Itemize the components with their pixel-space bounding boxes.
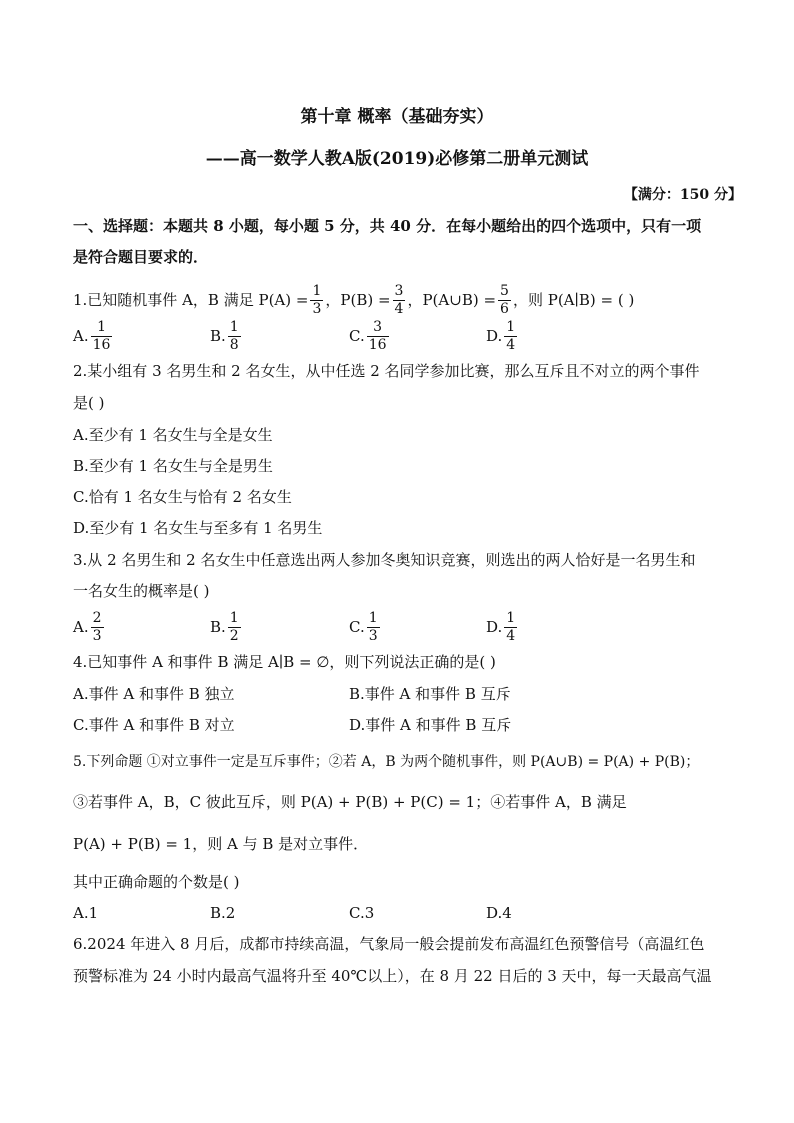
q3-option-b-num: 1: [229, 609, 239, 626]
question-6-line2: 预警标准为 24 小时内最高气温将升至 40℃以上），在 8 月 22 日后的 3 天中，每一天最高气温: [73, 967, 712, 985]
q3-option-c-num: 1: [368, 609, 378, 626]
q1-option-d-den: 4: [506, 336, 516, 353]
q3-option-a-num: 2: [92, 609, 102, 626]
q1-option-d-num: 1: [506, 318, 516, 335]
question-3-options: [73, 606, 733, 648]
q3-option-b[interactable]: [210, 606, 243, 648]
q1-option-a-num: 1: [97, 318, 106, 335]
q3-option-a-label: A.: [73, 618, 89, 636]
q1-option-c-fraction: [367, 319, 389, 354]
q2-option-b[interactable]: B.至少有 1 名女生与全是男生: [73, 457, 273, 475]
q1-option-a[interactable]: [73, 315, 114, 357]
question-4-stem: 4.已知事件 A 和事件 B 满足 A∣B = ∅，则下列说法正确的是( ): [73, 653, 496, 671]
question-5-line3: P(A) + P(B) = 1，则 A 与 B 是对立事件．: [73, 835, 369, 853]
question-6-line1: 6.2024 年进入 8 月后，成都市持续高温，气象局一般会提前发布高温红色预警信号（高温红色: [73, 935, 705, 953]
q1-option-d[interactable]: [486, 315, 519, 357]
question-5-line4: 其中正确命题的个数是( ): [73, 873, 240, 891]
q1-pa-num: 1: [312, 282, 322, 299]
q3-option-a-fraction: [91, 610, 104, 645]
question-1-options: [73, 315, 733, 357]
q3-option-d[interactable]: [486, 606, 519, 648]
document-subtitle: ——高一数学人教A版(2019)必修第二册单元测试: [205, 149, 589, 169]
q3-option-c-label: C.: [349, 618, 365, 636]
question-2-line2: 是( ): [73, 394, 105, 412]
q5-option-b[interactable]: B.2: [210, 904, 236, 922]
q1-pb-fraction: [393, 283, 406, 318]
q4-option-c[interactable]: C.事件 A 和事件 B 对立: [73, 716, 235, 734]
q1-prefix: 1.已知随机事件 A，B 满足 P(A) =: [73, 291, 309, 309]
q1-suffix: ，则 P(A∣B) = ( ): [512, 291, 635, 309]
q1-option-d-label: D.: [486, 327, 503, 345]
q1-option-c-den: 16: [368, 336, 387, 353]
q1-mid1: ，P(B) =: [325, 291, 391, 309]
q3-option-a[interactable]: [73, 606, 106, 648]
q3-option-b-fraction: [228, 610, 241, 645]
q1-pb-den: 4: [394, 300, 404, 317]
q1-option-b[interactable]: [210, 315, 243, 357]
q1-option-a-label: A.: [73, 327, 89, 345]
section-heading-line2: 是符合题目要求的．: [73, 248, 209, 266]
q3-option-d-fraction: [504, 610, 517, 645]
q3-option-d-den: 4: [506, 627, 516, 644]
q1-option-d-fraction: [504, 319, 517, 354]
q1-pa-den: 3: [312, 300, 322, 317]
q1-option-a-den: 16: [92, 336, 111, 353]
q2-option-d[interactable]: D.至少有 1 名女生与至多有 1 名男生: [73, 519, 323, 537]
question-5-line1: 5.下列命题 ①对立事件一定是互斥事件；②若 A，B 为两个随机事件，则 P(A∪B) = P(A) + P(B)；: [73, 754, 700, 770]
question-5-options: [73, 903, 733, 923]
q3-option-b-label: B.: [210, 618, 226, 636]
q1-pa-fraction: [310, 283, 323, 318]
q4-option-a[interactable]: A.事件 A 和事件 B 独立: [73, 685, 235, 703]
q1-pu-num: 5: [500, 282, 509, 299]
q3-option-d-num: 1: [506, 609, 516, 626]
question-4-options-row1: [73, 684, 733, 704]
document-title: 第十章 概率（基础夯实）: [300, 107, 494, 127]
q1-option-b-label: B.: [210, 327, 226, 345]
q3-option-b-den: 2: [229, 627, 239, 644]
q3-option-c-fraction: [367, 610, 380, 645]
q1-option-c-num: 3: [373, 318, 383, 335]
section-heading-line1: 一、选择题：本题共 8 小题，每小题 5 分，共 40 分．在每小题给出的四个选项中，只有一项: [73, 217, 702, 235]
question-5-line2: ③若事件 A，B，C 彼此互斥，则 P(A) + P(B) + P(C) = 1；④若事件 A，B 满足: [73, 793, 627, 811]
question-3-line1: 3.从 2 名男生和 2 名女生中任意选出两人参加冬奥知识竞赛，则选出的两人恰好是一名男生和: [73, 551, 696, 569]
q1-option-b-fraction: [228, 319, 241, 354]
q2-option-a[interactable]: A.至少有 1 名女生与全是女生: [73, 426, 273, 444]
q3-option-d-label: D.: [486, 618, 503, 636]
question-3-line2: 一名女生的概率是( ): [73, 582, 210, 600]
question-2-line1: 2.某小组有 3 名男生和 2 名女生，从中任选 2 名同学参加比赛，那么互斥且不对立的两个事件: [73, 362, 700, 380]
q3-option-c-den: 3: [368, 627, 378, 644]
full-score: 【满分：150 分】: [623, 187, 742, 203]
q1-option-a-fraction: [91, 319, 113, 354]
q3-option-c[interactable]: [349, 606, 382, 648]
question-4-options-row2: [73, 715, 733, 735]
q5-option-a[interactable]: A.1: [73, 904, 99, 922]
q4-option-d[interactable]: D.事件 A 和事件 B 互斥: [349, 716, 512, 734]
q1-pb-num: 3: [394, 282, 404, 299]
q1-option-b-num: 1: [229, 318, 239, 335]
q1-option-b-den: 8: [229, 336, 239, 353]
q4-option-b[interactable]: B.事件 A 和事件 B 互斥: [349, 685, 511, 703]
q5-option-c[interactable]: C.3: [349, 904, 375, 922]
q1-pu-den: 6: [500, 300, 509, 317]
q3-option-a-den: 3: [92, 627, 102, 644]
q2-option-c[interactable]: C.恰有 1 名女生与恰有 2 名女生: [73, 488, 292, 506]
q1-mid2: ，P(A∪B) =: [407, 291, 497, 309]
q1-pu-fraction: [498, 283, 511, 318]
q5-option-d[interactable]: D.4: [486, 904, 512, 922]
q1-option-c[interactable]: [349, 315, 391, 357]
q1-option-c-label: C.: [349, 327, 365, 345]
